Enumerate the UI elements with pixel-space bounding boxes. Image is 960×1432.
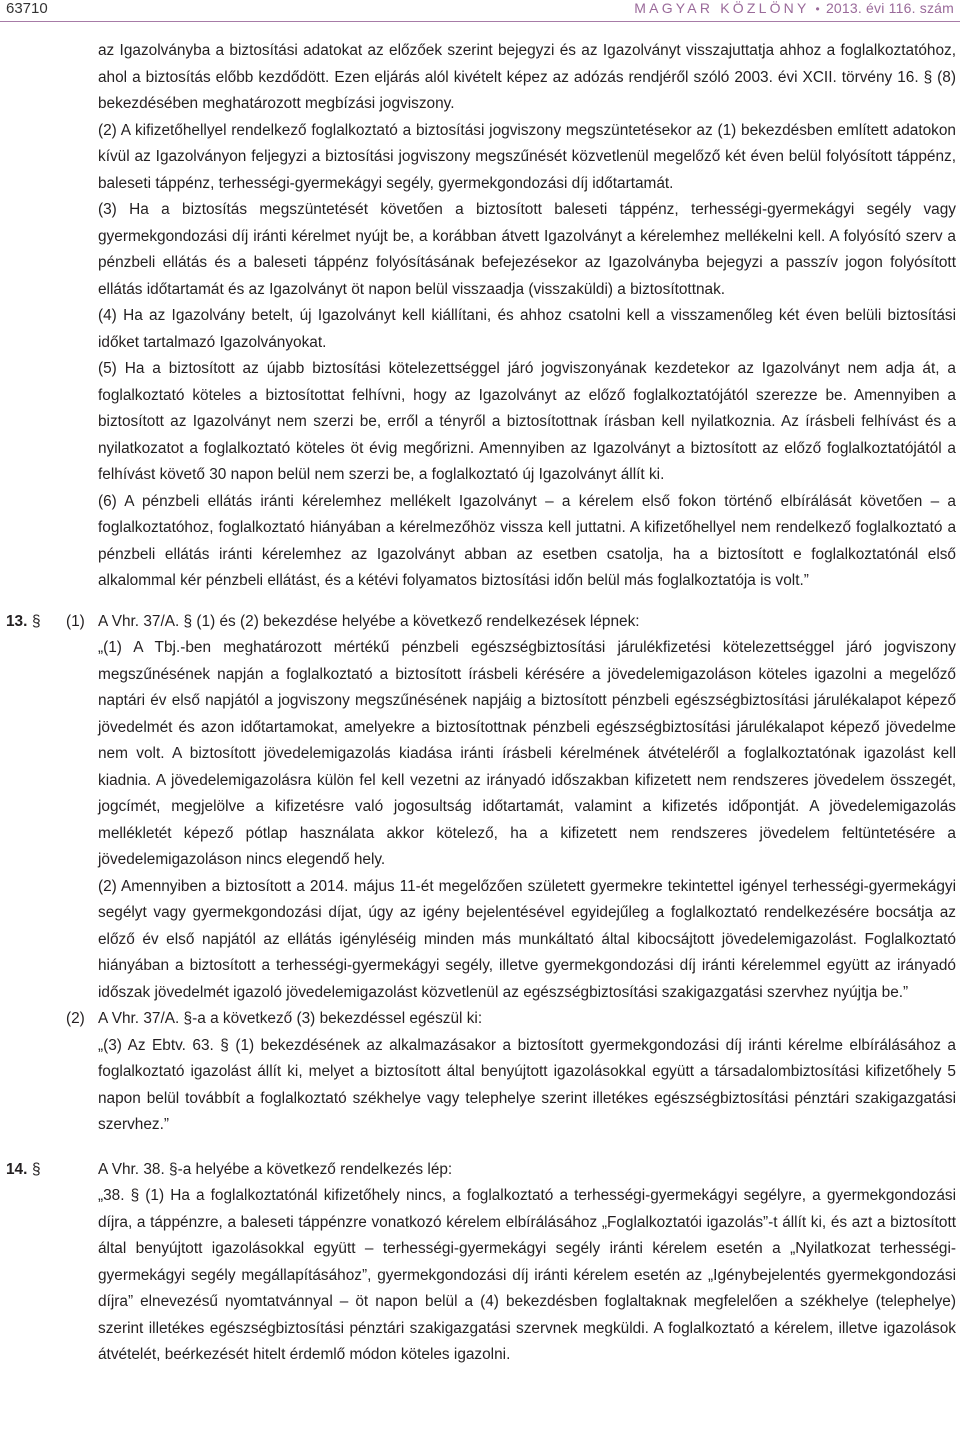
section-sign: § [32,1160,41,1178]
paragraph-3: (3) Ha a biztosítás megszüntetését követően a biztosított baleseti táppénz, terhességi-gyermekágyi segély vagy gyermekgondozási díj iránti kérelmet nyújt be, a korábban átvett Igazolványt a kérelemhez mellékelni kell. A folyósító szerv a pénzbeli ellátás és a baleseti táppénz folyósításának befejezésekor az Igazolványba bejegyzi a passzív jogon folyósított ellátás időtartamát és az Igazolványt öt napon belül visszaadja (visszaküldi) a biztosítottnak. [98,201,956,298]
page-number: 63710 [6,0,48,17]
paragraph-continuation: az Igazolványba a biztosítási adatokat az előzőek szerint bejegyzi és az Igazolványt visszajuttatja ahhoz a foglalkoztatóhoz, ahol a biztosítás előbb kezdődött. Ezen eljárás alól kivételt képez az adózás rendjéről szóló 2003. évi XCII. törvény 16. § (8) bekezdésében meghatározott megbízási jogviszony. [98,42,956,112]
page-header [0,0,960,22]
subsection-lead: A Vhr. 37/A. §-a a következő (3) bekezdéssel egészül ki: [98,1010,483,1027]
quoted-paragraph-1: „(1) A Tbj.-ben meghatározott mértékű pénzbeli egészségbiztosítási járulékfizetési kötelezettséggel járó jogviszony megszűnésének napján a foglalkoztató a biztosított írásbeli kérésére a jövedelemigazoláson köteles igazolni a megelőző naptári év első napjától a jogviszony megszűnésének napjáig a biztosított pénzbeli egészségbiztosítási járulékalapot képező jövedelmét és azon időtartamokat, amelyekre a biztosítottnak pénzbeli egészségbiztosítási járulékalapot képező jövedelme nem volt. A biztosított jövedelemigazolás kiadása iránti írásbeli kérelmének átvételéről a foglalkoztatónak igazolást kell kiadnia. A jövedelemigazolásra külön fel kell vezetni az irányadó időszakban kifizetett nem rendszeres jövedelem összegét, jogcímét, megjelölve a kifizetésre való jogosultság időtartamát, valamint a kifizetés időpontját. A jövedelemigazolás mellékletét képező pótlap használata akkor kötelező, ha a kifizetett nem rendszeres jövedelem feltüntetésére a jövedelemigazoláson nincs elegendő hely. [98,639,956,868]
section-number: 13. [6,612,28,630]
paragraph-2: (2) A kifizetőhellyel rendelkező foglalkoztató a biztosítási jogviszony megszüntetésekor az (1) bekezdésben említett adatokon kívül az Igazolványon feljegyzi a biztosítási jogviszony megszűnését közvetlenül megelőző két éven belül folyósított táppénz, baleseti táppénz, terhességi-gyermekágyi segély, gyermekgondozási díj időtartamát. [98,121,956,192]
quoted-paragraph-2: (2) Amennyiben a biztosított a 2014. május 11-ét megelőzően született gyermekre tekintettel igényel terhességi-gyermekágyi segélyt vagy gyermekgondozási díjat, úgy az igény bejelentésével egyidejűleg a foglalkoztató rendelkezésére bocsátja az előző év első napjától az ellátás igényléséig minden más munkáltató által kibocsájtott jövedelemigazolást. Foglalkoztató hiányában a biztosított a terhességi-gyermekágyi segély, illetve gyermekgondozási díj iránti kérelemmel együtt az irányadó időszak jövedelmét igazoló jövedelemigazolást közvetlenül az egészségbiztosítási szakigazgatási szervhez nyújtja be.” [98,877,956,1001]
section-lead: A Vhr. 38. §-a helyébe a következő rendelkezés lép: [98,1160,453,1178]
bullet-separator: • [815,2,820,16]
subsection-number: (1) [66,612,85,630]
paragraph-5: (5) Ha a biztosított az újabb biztosítási kötelezettséggel járó jogviszonyának kezdetekor az Igazolványt nem adja át, a foglalkoztató köteles a biztosítottat felhívni, hogy az Igazolványt az előző foglalkoztatójától szerezze be. Amennyiben a biztosított az Igazolványt nem szerzi be, erről a tényről a biztosítottnak írásban kell nyilatkoznia. Az írásbeli felhívást és a nyilatkozatot a foglalkoztató köteles öt évig megőrizni. Amennyiben az Igazolványt a biztosított az előző foglalkoztatójától a felhívást követő 30 napon belül nem szerzi be, a foglalkoztató új Igazolványt állít ki. [98,360,956,483]
running-title [634,0,954,16]
journal-name: MAGYAR KÖZLÖNY [634,0,810,16]
document-body [0,38,960,1369]
paragraph-6: (6) A pénzbeli ellátás iránti kérelemhez mellékelt Igazolványt – a kérelem első fokon történő elbírálását követően – a foglalkoztatóhoz, foglalkoztató hiányában a kérelmezőhöz vissza kell juttatni. A kifizetőhellyel nem rendelkező foglalkoztató a pénzbeli ellátás iránti kérelemhez az Igazolványt abban az esetben csatolja, ha a biztosított e foglalkoztatónál első alkalommal kér pénzbeli ellátást, és a kétévi folyamatos biztosítási időn belül más foglalkoztatója is volt.” [98,492,956,589]
section-sign: § [32,612,41,630]
section-number: 14. [6,1160,28,1178]
subsection-number: (2) [66,1010,85,1027]
section-14 [0,1157,960,1369]
section-13 [0,609,960,1139]
quoted-paragraph-4: „38. § (1) Ha a foglalkoztatónál kifizetőhely nincs, a foglalkoztató a terhességi-gyermekágyi segélyre, a gyermekgondozási díjra, a táppénzre, a baleseti táppénzre vonatkozó kérelem elbírálásához „Foglalkoztatói igazolás”-t állít ki, és azt a biztosított által benyújtott igazolásokkal együtt – terhességi-gyermekágyi segély iránti kérelem esetén a „Nyilatkozat terhességi-gyermekágyi segély megállapításához”, gyermekgondozási díj iránti kérelem esetén az „Igénybejelentés gyermekgondozási díjra” elnevezésű nyomtatvánnyal – öt napon belül a (4) bekezdésben foglaltaknak megfelelően a székhelye (telephelye) szerint illetékes egészségbiztosítási pénztári szakigazgatási szervnek megküldi. A foglalkoztató a kérelem, illetve igazolások átvételét, beérkezését hitelt érdemlő módon köteles igazolni. [98,1187,956,1363]
quoted-paragraph-3: „(3) Az Ebtv. 63. § (1) bekezdésének az alkalmazásakor a biztosított gyermekgondozási díj iránti kérelme elbírálásához a foglalkoztató igazolást állít ki, melyet a biztosított által benyújtott igazolásokkal együtt a társadalombiztosítási kifizetőhely 5 napon belül továbbít a foglalkoztató székhelye vagy telephelye szerint illetékes egészségbiztosítási pénztári szakigazgatási szervhez.” [98,1036,956,1133]
header-divider [0,21,960,22]
paragraph-4: (4) Ha az Igazolvány betelt, új Igazolványt kell kiállítani, és ahhoz csatolni kell a visszamenőleg két éven belüli biztosítási időket tartalmazó Igazolványokat. [98,307,956,351]
issue-label: 2013. évi 116. szám [825,0,954,16]
subsection-lead: A Vhr. 37/A. § (1) és (2) bekezdése helyébe a következő rendelkezések lépnek: [98,612,640,630]
